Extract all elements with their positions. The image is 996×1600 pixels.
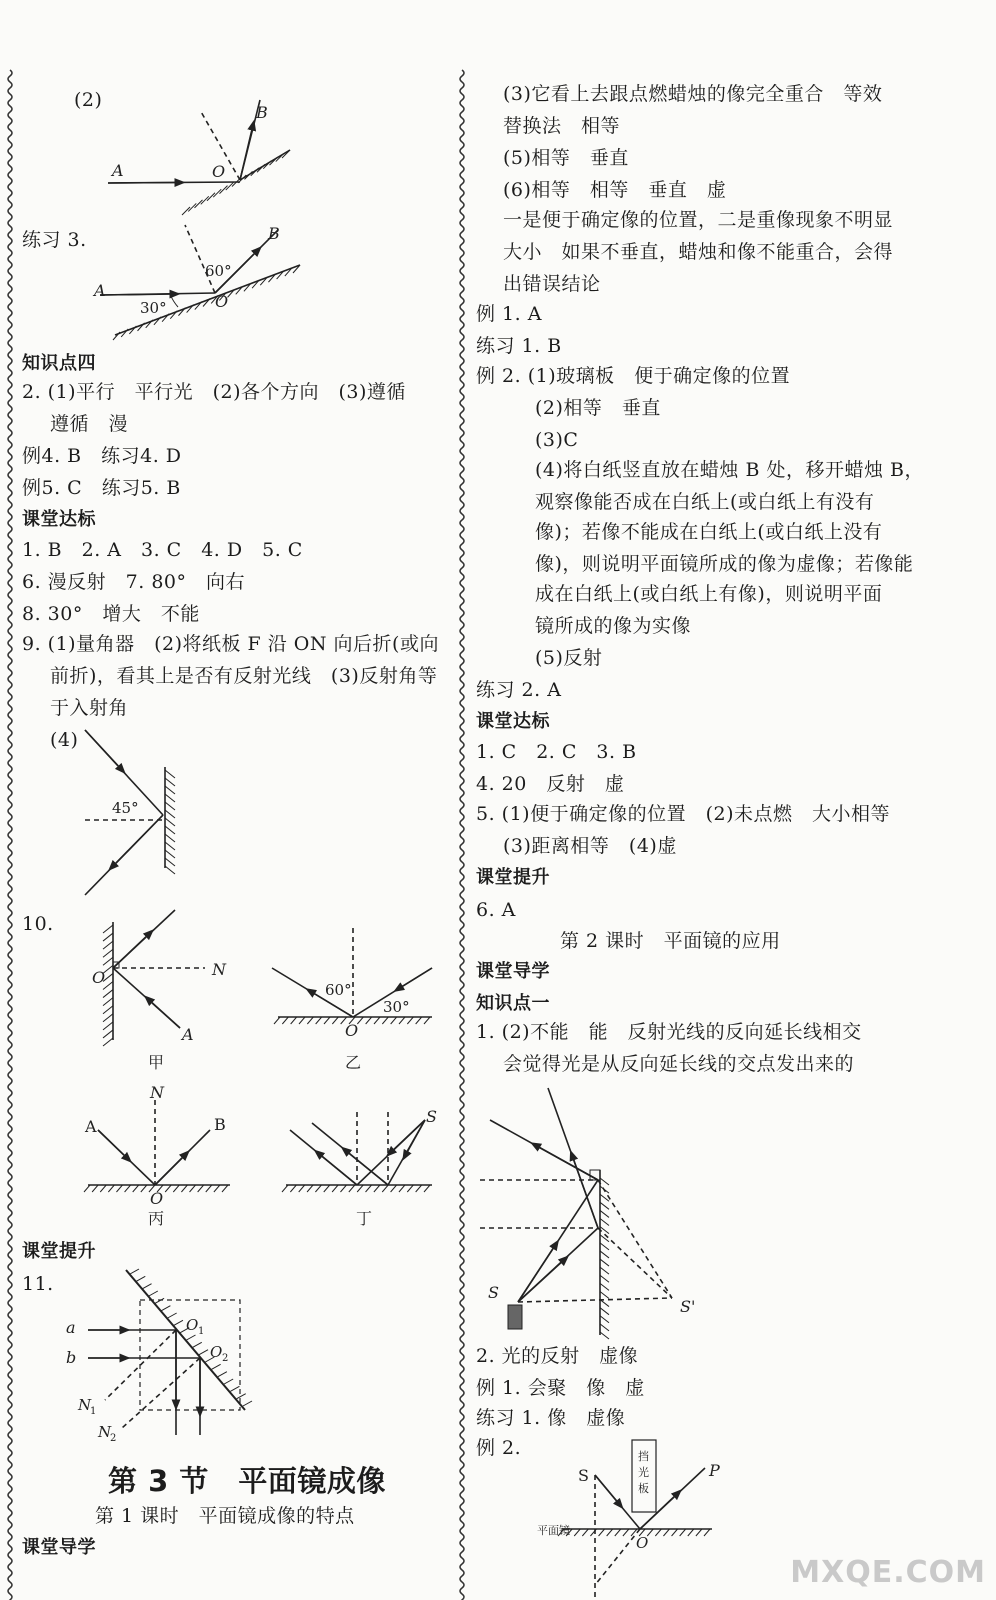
section-heading: 知识点一: [476, 993, 550, 1014]
label-N: N: [150, 1083, 164, 1102]
caption-yi: 乙: [345, 1053, 362, 1072]
mirror-hatch: [600, 1178, 609, 1185]
answer-line: 一是便于确定像的位置，二是重像现象不明显: [503, 209, 894, 231]
label-a: a: [66, 1318, 76, 1337]
label-N2-sub: 2: [110, 1433, 117, 1444]
mirror-hatch: [623, 1529, 629, 1536]
mirror-hatch: [299, 1185, 305, 1192]
caption-bing: 丙: [148, 1209, 165, 1228]
lesson-title: 第 2 课时 平面镜的应用: [560, 930, 781, 952]
label-N: N: [212, 960, 226, 979]
mirror-hatch: [165, 794, 175, 802]
answer-line: 成在白纸上(或白纸上有像)，则说明平面: [535, 583, 883, 605]
label-B: B: [256, 103, 268, 122]
mirror-hatch: [125, 1185, 131, 1192]
answer-line: 观察像能否成在白纸上(或白纸上有没有: [535, 491, 875, 513]
mirror-hatch: [173, 1185, 179, 1192]
mirror-hatch: [282, 1017, 288, 1024]
label-O: O: [150, 1189, 164, 1208]
mirror-hatch: [299, 1017, 305, 1024]
mirror-hatch: [600, 1316, 609, 1323]
mirror-hatch: [84, 1185, 90, 1192]
answer-line: (5)相等 垂直: [503, 147, 629, 169]
mirror-hatch: [103, 933, 113, 941]
answer-line: 1. B 2. A 3. C 4. D 5. C: [22, 539, 303, 561]
label-S: S: [578, 1466, 589, 1485]
answer-line: (3)C: [535, 429, 579, 451]
answer-line: 1. (2)不能 能 反射光线的反向延长线相交: [476, 1021, 862, 1043]
angle-30: 30°: [140, 299, 167, 317]
answer-line: 例4. B 练习4. D: [22, 445, 182, 467]
label-O: O: [215, 292, 229, 311]
mirror-hatch: [399, 1185, 405, 1192]
answer-line: 例 2. (1)玻璃板 便于确定像的位置: [476, 365, 791, 387]
label-N1-sub: 1: [90, 1406, 97, 1417]
mirror-hatch: [218, 1372, 227, 1377]
answer-line: 9. (1)量角器 (2)将纸板 F 沿 ON 向后折(或向: [22, 633, 439, 655]
question-10-label: 10.: [22, 913, 54, 935]
answer-line: (4)将白纸竖直放在蜡烛 B 处，移开蜡烛 B，: [535, 459, 924, 481]
mirror-hatch: [149, 1291, 158, 1296]
mirror-hatch: [113, 332, 120, 340]
answer-line: (2)相等 垂直: [535, 397, 661, 419]
mirror-hatch: [103, 1030, 113, 1038]
mirror-hatch: [103, 1014, 113, 1022]
mirror-hatch: [655, 1529, 661, 1536]
mirror-hatch: [116, 1185, 122, 1192]
answer-line: 镜所成的像为实像: [535, 615, 692, 637]
label-S-prime: S': [680, 1297, 696, 1316]
mirror-hatch: [136, 1276, 145, 1281]
practice-3-label: 练习 3.: [22, 229, 87, 251]
question-2-label: (2): [74, 89, 103, 111]
mirror-hatch: [600, 1202, 609, 1209]
mirror-hatch: [399, 1017, 405, 1024]
mirror-hatch: [696, 1529, 702, 1536]
mirror-hatch: [165, 810, 175, 818]
mirror-hatch: [600, 1267, 609, 1274]
mirror-hatch: [154, 317, 161, 325]
mirror-hatch: [165, 778, 175, 786]
answer-line: 6. A: [476, 899, 516, 921]
mirror-hatch: [103, 941, 113, 949]
diagram-q10-ding: [286, 1112, 432, 1185]
mirror-hatch: [103, 957, 113, 965]
mirror-hatch: [224, 1379, 233, 1384]
label-O: O: [212, 162, 226, 181]
mirror-hatch: [181, 1185, 187, 1192]
mirror-hatch: [155, 1298, 164, 1303]
answer-line: (3)距离相等 (4)虚: [503, 835, 677, 857]
mirror-hatch: [374, 1185, 380, 1192]
label-O: O: [636, 1534, 649, 1552]
answer-line: 出错误结论: [503, 273, 601, 295]
section-heading: 课堂提升: [22, 1241, 96, 1262]
lesson-title: 第 1 课时 平面镜成像的特点: [95, 1505, 355, 1527]
label-O2: O: [210, 1343, 223, 1361]
mirror-hatch: [366, 1185, 372, 1192]
answer-line: (4): [50, 729, 79, 751]
mirror-hatch: [600, 1251, 609, 1258]
mirror-hatch: [424, 1185, 430, 1192]
question-11-label: 11.: [22, 1273, 54, 1295]
mirror-hatch: [407, 1185, 413, 1192]
section-heading: 课堂导学: [476, 961, 550, 982]
mirror-hatch: [391, 1185, 397, 1192]
answer-line: 像)；若像不能成在白纸上(或白纸上没有: [535, 521, 883, 543]
answer-line: 练习 1. 像 虚像: [476, 1407, 626, 1429]
answer-line: 练习 1. B: [476, 335, 562, 357]
answer-line: (5)反射: [535, 647, 603, 669]
label-S: S: [426, 1107, 437, 1126]
mirror-hatch: [165, 802, 175, 810]
section-heading: 课堂导学: [22, 1537, 96, 1558]
answer-line: 1. C 2. C 3. B: [476, 741, 637, 763]
mirror-hatch: [307, 1017, 313, 1024]
watermark: MXQE.COM: [790, 1555, 986, 1590]
mirror-hatch: [133, 1185, 139, 1192]
diagram-q10-jia: [113, 910, 205, 1040]
label-N2: N: [98, 1423, 112, 1441]
mirror-hatch: [165, 826, 175, 834]
mirror-hatch: [103, 949, 113, 957]
mirror-hatch: [165, 1185, 171, 1192]
answer-line: 大小 如果不垂直，蜡烛和像不能重合，会得: [503, 241, 894, 263]
label-O2-sub: 2: [222, 1353, 229, 1364]
mirror-hatch: [332, 1017, 338, 1024]
mirror-hatch: [170, 311, 177, 319]
mirror-hatch: [600, 1259, 609, 1266]
mirror-hatch: [672, 1529, 678, 1536]
mirror-hatch: [92, 1185, 98, 1192]
mirror-hatch: [307, 1185, 313, 1192]
mirror-hatch: [340, 1185, 346, 1192]
mirror-hatch: [582, 1529, 588, 1536]
angle-45: 45°: [112, 799, 139, 817]
answer-line: 6. 漫反射 7. 80° 向右: [22, 571, 246, 593]
answer-line: 5. (1)便于确定像的位置 (2)未点燃 大小相等: [476, 803, 890, 825]
section-heading: 课堂达标: [22, 509, 96, 530]
mirror-hatch: [615, 1529, 621, 1536]
mirror-hatch: [290, 1185, 296, 1192]
label-O1: O: [186, 1316, 199, 1334]
label-A: A: [85, 1117, 97, 1136]
mirror-hatch: [206, 1185, 212, 1192]
label-P: P: [709, 1461, 720, 1480]
label-A: A: [112, 161, 124, 180]
mirror-hatch: [382, 1017, 388, 1024]
mirror-hatch: [600, 1332, 609, 1339]
answer-line: 于入射角: [50, 697, 129, 719]
mirror-hatch: [212, 1364, 221, 1369]
answer-line: 前折)，看其上是否有反射光线 (3)反射角等: [50, 665, 438, 687]
mirror-hatch: [130, 1269, 139, 1274]
section-heading: 课堂达标: [476, 711, 550, 732]
mirror-hatch: [165, 866, 175, 874]
mirror-hatch: [103, 1038, 113, 1046]
mirror-hatch: [382, 1185, 388, 1192]
mirror-hatch: [688, 1529, 694, 1536]
mirror-hatch: [424, 1017, 430, 1024]
label-O: O: [345, 1021, 359, 1040]
mirror-hatch: [600, 1235, 609, 1242]
answer-line: 像)，则说明平面镜所成的像为虚像；若像能: [535, 553, 914, 575]
mirror-hatch: [600, 1291, 609, 1298]
diagram-q10-bing: [88, 1100, 230, 1185]
angle-30: 30°: [383, 998, 410, 1016]
mirror-hatch: [161, 1306, 170, 1311]
mirror-hatch: [407, 1017, 413, 1024]
label-A: A: [182, 1025, 194, 1044]
answer-line: 遵循 漫: [50, 413, 129, 435]
mirror-hatch: [600, 1186, 609, 1193]
answer-line: 例 2.: [476, 1437, 522, 1459]
mirror-hatch: [214, 1185, 220, 1192]
label-S: S: [488, 1283, 499, 1302]
angle-60: 60°: [205, 262, 232, 280]
mirror-hatch: [103, 1022, 113, 1030]
label-B: B: [268, 224, 280, 243]
mirror-hatch: [237, 1394, 246, 1399]
label-b: b: [66, 1348, 77, 1367]
section-title: 第 3 节 平面镜成像: [108, 1464, 386, 1498]
mirror-hatch: [165, 842, 175, 850]
section-heading: 课堂提升: [476, 867, 550, 888]
mirror-hatch: [349, 1185, 355, 1192]
mirror-hatch: [165, 834, 175, 842]
mirror-hatch: [291, 1017, 297, 1024]
answer-line: 替换法 相等: [503, 115, 621, 137]
mirror-hatch: [324, 1185, 330, 1192]
mirror-hatch: [243, 1401, 252, 1406]
mirror-hatch: [141, 1185, 147, 1192]
mirror-hatch: [600, 1283, 609, 1290]
mirror-hatch: [198, 1185, 204, 1192]
mirror-hatch: [315, 1185, 321, 1192]
mirror-hatch: [190, 1185, 196, 1192]
mirror-hatch: [574, 1529, 580, 1536]
mirror-hatch: [165, 770, 175, 778]
mirror-hatch: [704, 1529, 710, 1536]
mirror-hatch: [103, 990, 113, 998]
mirror-hatch: [165, 786, 175, 794]
answer-line: 2. 光的反射 虚像: [476, 1345, 639, 1367]
mirror-hatch: [416, 1017, 422, 1024]
mirror-hatch: [168, 1313, 177, 1318]
answer-line: 例 1. A: [476, 303, 542, 325]
diagram-mirror-image: [480, 1088, 672, 1335]
mirror-hatch: [222, 1185, 228, 1192]
mirror-hatch: [165, 818, 175, 826]
mirror-hatch: [391, 1017, 397, 1024]
mirror-hatch: [680, 1529, 686, 1536]
mirror-hatch: [282, 1185, 288, 1192]
mirror-hatch: [316, 1017, 322, 1024]
mirror-hatch: [103, 1006, 113, 1014]
answer-line: 例 1. 会聚 像 虚: [476, 1377, 645, 1399]
mirror-hatch: [600, 1308, 609, 1315]
mirror-hatch: [165, 850, 175, 858]
angle-60: 60°: [325, 981, 352, 999]
mirror-hatch: [600, 1275, 609, 1282]
answer-line: 例5. C 练习5. B: [22, 477, 181, 499]
mirror-hatch: [647, 1529, 653, 1536]
mirror-hatch: [357, 1017, 363, 1024]
answer-line: (3)它看上去跟点燃蜡烛的像完全重合 等效: [503, 83, 883, 105]
answer-line: 8. 30° 增大 不能: [22, 603, 200, 625]
answer-line: 4. 20 反射 虚: [476, 773, 625, 795]
mirror-hatch: [187, 1335, 196, 1340]
mirror-hatch: [600, 1243, 609, 1250]
mirror-hatch: [165, 858, 175, 866]
mirror-hatch: [600, 1219, 609, 1226]
caption-ding: 丁: [356, 1209, 373, 1228]
mirror-hatch: [108, 1185, 114, 1192]
mirror-hatch: [103, 925, 113, 933]
mirror-hatch: [599, 1529, 605, 1536]
mirror-hatch: [332, 1185, 338, 1192]
mirror-hatch: [416, 1185, 422, 1192]
mirror-hatch: [600, 1324, 609, 1331]
label-N1: N: [78, 1396, 92, 1414]
mirror-hatch: [374, 1017, 380, 1024]
label-O: O: [92, 968, 106, 987]
diagram-example-2: [562, 1440, 712, 1600]
mirror-hatch: [600, 1210, 609, 1217]
answer-line: 会觉得光是从反向延长线的交点发出来的: [503, 1053, 855, 1075]
mirror-hatch: [663, 1529, 669, 1536]
mirror-label: 平面镜: [537, 1524, 570, 1537]
label-A: A: [94, 281, 106, 300]
mirror-hatch: [174, 1320, 183, 1325]
label-O1-sub: 1: [198, 1326, 205, 1337]
mirror-hatch: [230, 1386, 239, 1391]
mirror-hatch: [600, 1300, 609, 1307]
mirror-hatch: [193, 1342, 202, 1347]
mirror-hatch: [357, 1185, 363, 1192]
mirror-hatch: [274, 1017, 280, 1024]
mirror-hatch: [366, 1017, 372, 1024]
mirror-hatch: [143, 1284, 152, 1289]
mirror-hatch: [103, 998, 113, 1006]
caption-jia: 甲: [148, 1053, 165, 1072]
board-label: 挡光板: [638, 1450, 649, 1495]
label-B: B: [214, 1115, 226, 1134]
mirror-hatch: [199, 1350, 208, 1355]
mirror-hatch: [324, 1017, 330, 1024]
answer-line: 练习 2. A: [476, 679, 562, 701]
section-heading-kp4: 知识点四: [22, 353, 96, 374]
mirror-hatch: [607, 1529, 613, 1536]
answer-line: (6)相等 相等 垂直 虚: [503, 179, 727, 201]
answer-line: 2. (1)平行 平行光 (2)各个方向 (3)遵循: [22, 381, 406, 403]
mirror-hatch: [100, 1185, 106, 1192]
